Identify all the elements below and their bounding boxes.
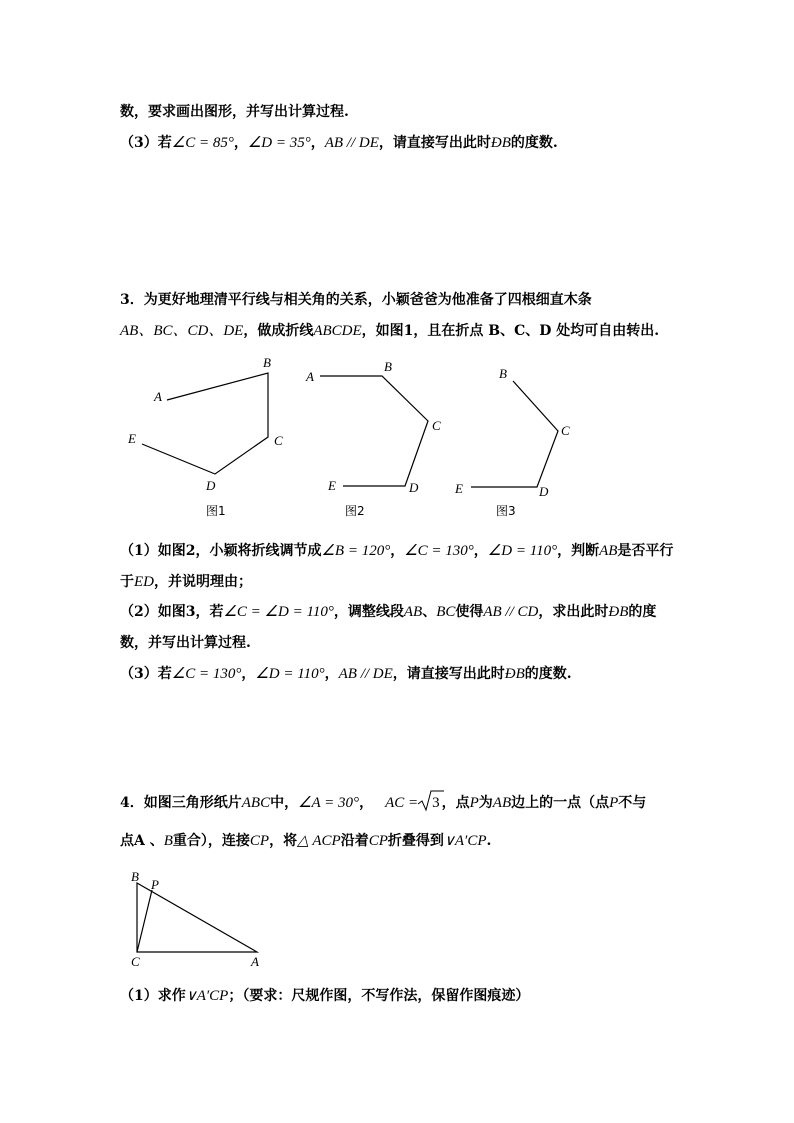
fig2-label-d: D bbox=[409, 480, 419, 495]
fig1-label-d: D bbox=[206, 478, 216, 493]
problem-3-intro-2: AB、BC、CD、DE，做成折线ABCDE，如图1，且在折点 B、C、D 处均可自由转出. bbox=[120, 323, 660, 339]
problem-3-part-1b: 于ED，并说明理由； bbox=[120, 574, 252, 590]
tri-label-a: A bbox=[251, 954, 259, 969]
fig2-label-e: E bbox=[328, 478, 336, 493]
question-3-prev: （3）若∠C = 85°，∠D = 35°，AB // DE，请直接写出此时ÐB的度数. bbox=[120, 135, 558, 151]
problem-4-line-2: 点A 、B重合），连接CP，将△ ACP沿着CP折叠得到∨A′CP. bbox=[120, 833, 492, 849]
fig2-label-b: B bbox=[384, 359, 392, 374]
triangle-figure bbox=[137, 883, 257, 952]
figure-3 bbox=[471, 381, 558, 487]
problem-4-part-1: （1）求作∨A′CP；（要求：尺规作图，不写作法，保留作图痕迹） bbox=[120, 988, 530, 1004]
fig3-caption: 图3 bbox=[496, 504, 516, 518]
problem-3-part-3: （3）若∠C = 130°，∠D = 110°，AB // DE，请直接写出此时ÐB的度数. bbox=[120, 666, 572, 682]
fig3-label-e: E bbox=[455, 481, 463, 496]
problem-3-part-2: （2）如图3，若∠C = ∠D = 110°，调整线段AB、BC使得AB // CD，求出此时ÐB的度 bbox=[120, 604, 657, 620]
fig3-label-b: B bbox=[499, 366, 507, 381]
problem-4-line-1: 4．如图三角形纸片ABC中，∠A = 30°， AC = 3 ，点P为AB边上的一点（点P不与 bbox=[120, 795, 647, 811]
fig2-caption: 图2 bbox=[345, 504, 365, 518]
problem-3-part-2b: 数，并写出计算过程. bbox=[120, 635, 251, 651]
fig3-label-d: D bbox=[539, 484, 549, 499]
fig1-label-b: B bbox=[263, 355, 271, 370]
problem-3-intro: 3．为更好地理清平行线与相关角的关系，小颖爸爸为他准备了四根细直木条 bbox=[120, 292, 592, 308]
figure-2 bbox=[320, 376, 428, 486]
fig3-label-c: C bbox=[561, 423, 570, 438]
fig1-caption: 图1 bbox=[206, 504, 226, 518]
text-line: 数，要求画出图形，并写出计算过程. bbox=[120, 104, 349, 120]
fig2-label-a: A bbox=[306, 369, 314, 384]
fig2-label-c: C bbox=[432, 418, 441, 433]
tri-label-c: C bbox=[131, 954, 140, 969]
fig1-label-a: A bbox=[154, 389, 162, 404]
fig1-label-e: E bbox=[128, 431, 136, 446]
tri-label-b: B bbox=[131, 869, 139, 884]
fig1-label-c: C bbox=[274, 433, 283, 448]
problem-3-part-1: （1）如图2，小颖将折线调节成∠B = 120°，∠C = 130°，∠D = 110°，判断AB是否平行 bbox=[120, 543, 674, 559]
tri-label-p: P bbox=[151, 877, 159, 892]
